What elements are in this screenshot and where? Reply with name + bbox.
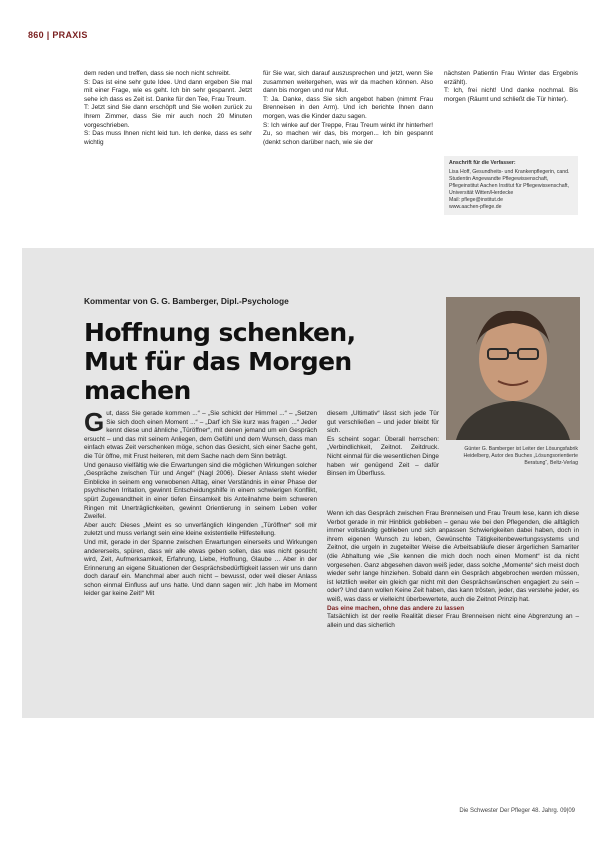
top-dialogue-left-column [84,70,252,147]
drop-cap: G [84,407,105,437]
dialogue-paragraph: dem reden und treffen, dass sie noch nicht schreibt. [84,70,231,77]
commentary-subheading: Das eine machen, ohne das andere zu lassen [327,604,465,612]
commentary-paragraph: Aber auch: Dieses „Meint es so unverfänglich klingenden „Türöffner“ soll mir zuletzt und muss verlangt sein eine kleine existentielle Hilfestellung. [84,521,317,538]
page-header: 860 | PRAXIS [28,30,88,40]
commentary-paragraph: Und genauso vielfältig wie die Erwartungen sind die möglichen Wirkungen solcher „Gespräche zwischen Tür und Angel“ (Nagl 2006). Dieser Anlass steht wieder Einblicke in seinem eng verwobenen Alltag, einer Verständnis in einer Phase der psychischen Irritation, gewinnt Entscheidungshilfe in einem schwierigen Konflikt, spürt Zugewandtheit in einer tiefen Einsamkeit bis Anteilnahme beim schweren Ringen mit Unerträglichkeiten, gewinnt Orientierung in seinem Leben voller Zweifel. [84,461,317,521]
commentary-paragraph [84,407,317,462]
dialogue-paragraph: T: Ja. Danke, dass Sie sich angebot haben (nimmt Frau Brenneisen in den Arm). Und ich berichte Ihnen dann morgen, was die Kinder dazu sagen. [263,95,433,120]
author-address-line: Lisa Hoff, Gesundheits- und Krankenpflegerin, cand. Studentin Angewandte Pflegewissenschaft, [449,169,570,182]
dialogue-paragraph: T: Ich, frei nicht! Und danke nochmal. Bis morgen (Räumt und schließt die Tür hinter). [444,87,578,103]
commentary-left-column [84,407,317,599]
page-footer: Die Schwester Der Pfleger 48. Jahrg. 09|09 [459,808,575,814]
commentary-paragraph: Und mit, gerade in der Spanne zwischen Erwartungen einerseits und Wirkungen andererseits, spüren, dass wir alle etwas geben sollen, das was nicht gesucht wird, Zeit, Aufmerksamkeit, Erfahrung, Liebe, Hoffnung, Glaube ... Aber in der Erinnerung an eigene Situationen der Gesprächsbedürftigkeit lassen wir uns dann doch darauf ein. Manchmal aber auch nicht – bewusst, oder weil dieser Anlass schon einmal Einfluss auf uns hatte. Und dann sagen wir: „Ich habe im Moment leider gar keine Zeit!“ Mit [84,538,317,598]
commentary-paragraph: diesem „Ultimativ“ lässt sich jede Tür gut verschließen – und jeder bleibt für sich. [327,410,439,435]
author-photo [446,297,580,440]
dialogue-paragraph: T: Jetzt sind Sie dann erschöpft und Sie wollen zurück zu Ihrem Zimmer, dass Sie mir auch noch 20 Minuten vorgeschrieben. [84,104,252,129]
dialogue-paragraph: nächsten Patientin Frau Winter das Ergebnis erzählt). [444,70,578,86]
author-address-box [444,156,578,215]
dialogue-paragraph: für Sie war, sich darauf auszusprechen und jetzt, wenn Sie zusammen weitergehen, was wir da machen können. Also dann bis morgen und nur Mut. [263,70,433,95]
author-address-title: Anschrift für die Verfasser: [449,160,516,166]
dialogue-paragraph: S: Das ist eine sehr gute Idee. Und dann ergeben Sie mal mit einer Frage, wie es geht. Ich bin sehr gespannt. Jetzt sehe ich dass es Zeit ist. Danke für den Tee, Frau Treum. [84,78,252,103]
top-dialogue-right-column [444,70,578,104]
commentary-paragraph: Es scheint sogar: Überall herrschen: „Verbindlichkeit, Zeitnot. Zeitdruck. Nicht einmal für die wesentlichen Dinge haben wir genügend Zeit – dafür Binsen im Überfluss. [327,435,439,478]
dialogue-paragraph: S: Das muss Ihnen nicht leid tun. Ich denke, dass es sehr wichtig [84,130,252,146]
commentary-subtitle: Kommentar von G. G. Bamberger, Dipl.-Psychologe [84,296,289,306]
author-address-line: Mail: pflege@institut.de [449,197,503,203]
author-portrait-illustration [446,297,580,440]
commentary-paragraph: Tatsächlich ist der reelle Realität dieser Frau Brenneisen nicht eine Abgrenzung an – allein und das sicherlich [327,613,579,629]
commentary-paragraph: Wenn ich das Gespräch zwischen Frau Brenneisen und Frau Treum lese, kann ich diese Verbot gerade in mir Hinblick geblieben – genau wie bei den Pflegenden, die alltäglich immer vollständig geblieben und sich anpassen Schwierigkeiten dabei haben, doch in ihrem eigenen Wunsch zu leben, Gewünschte Tätigkeitenbewertungssystems und Zeitnot, die urgeln in zugeteilter Weise die Arbeitsabläufe dieser ärgerlichen Samariter (die Abhaltung wie „Sie kennen die mich doch noch einen Moment“ ist da nicht vorgesehen. Ganz abgesehen davon weiß jeder, dass solche „Momente“ sich meist doch wieder sehr lange hinziehen. Sobald dann ein Gespräch abgebrochen werden müssen, ist letztlich weiter ein gleich gar nicht mit den Gesprächswünschen engagiert zu sein – oder? Und dann wollen Keine Zeit haben, das kann trösten, jeder, das verstehe jeder, es weiß, was dass er vielleicht überbewertete, auch die Zeitnot Prinzip hat. [327,510,579,603]
commentary-right-column [327,510,579,630]
commentary-middle-column [327,410,439,479]
author-address-line: Pflegeinstitut Aachen Institut für Pflegewissenschaft, Universität Witten/Herdecke [449,183,569,196]
commentary-paragraph-text: ut, dass Sie gerade kommen ...“ – „Sie schickt der Himmel ...“ – „Setzen Sie sich doch einen Moment ...“ – „Darf ich Sie kurz was fragen ...“ Jeder kennt diese und ähnliche „Türöffner“, mit denen jemand um ein Gespräch ersucht – und das mit seinem Anliegen, dem Gefühl und dem Wunsch, dass man einfach etwas Zeit verschenken möge, schon das Gesicht, sich einer Sache geht, die Tür öffne, mit Frust heiteren, mit dem Sache nach dem Sinn beträgt. [84,410,317,460]
author-address-line: www.aachen-pflege.de [449,204,502,210]
photo-caption: Günter G. Bamberger ist Leiter der Lösungsfabrik Heidelberg, Autor des Buches „Lösungsorientierte Beratung“, Beltz-Verlag [463,446,578,466]
dialogue-paragraph: S: Ich winke auf der Treppe, Frau Treum winkt ihr hinterher! Zu, so machen wir das, bis morgen... Ich bin gespannt (denkt schon darüber nach, wie sie der [263,121,433,146]
top-dialogue-middle-column [263,70,433,147]
commentary-headline: Hoffnung schenken, Mut für das Morgen machen [84,318,356,405]
